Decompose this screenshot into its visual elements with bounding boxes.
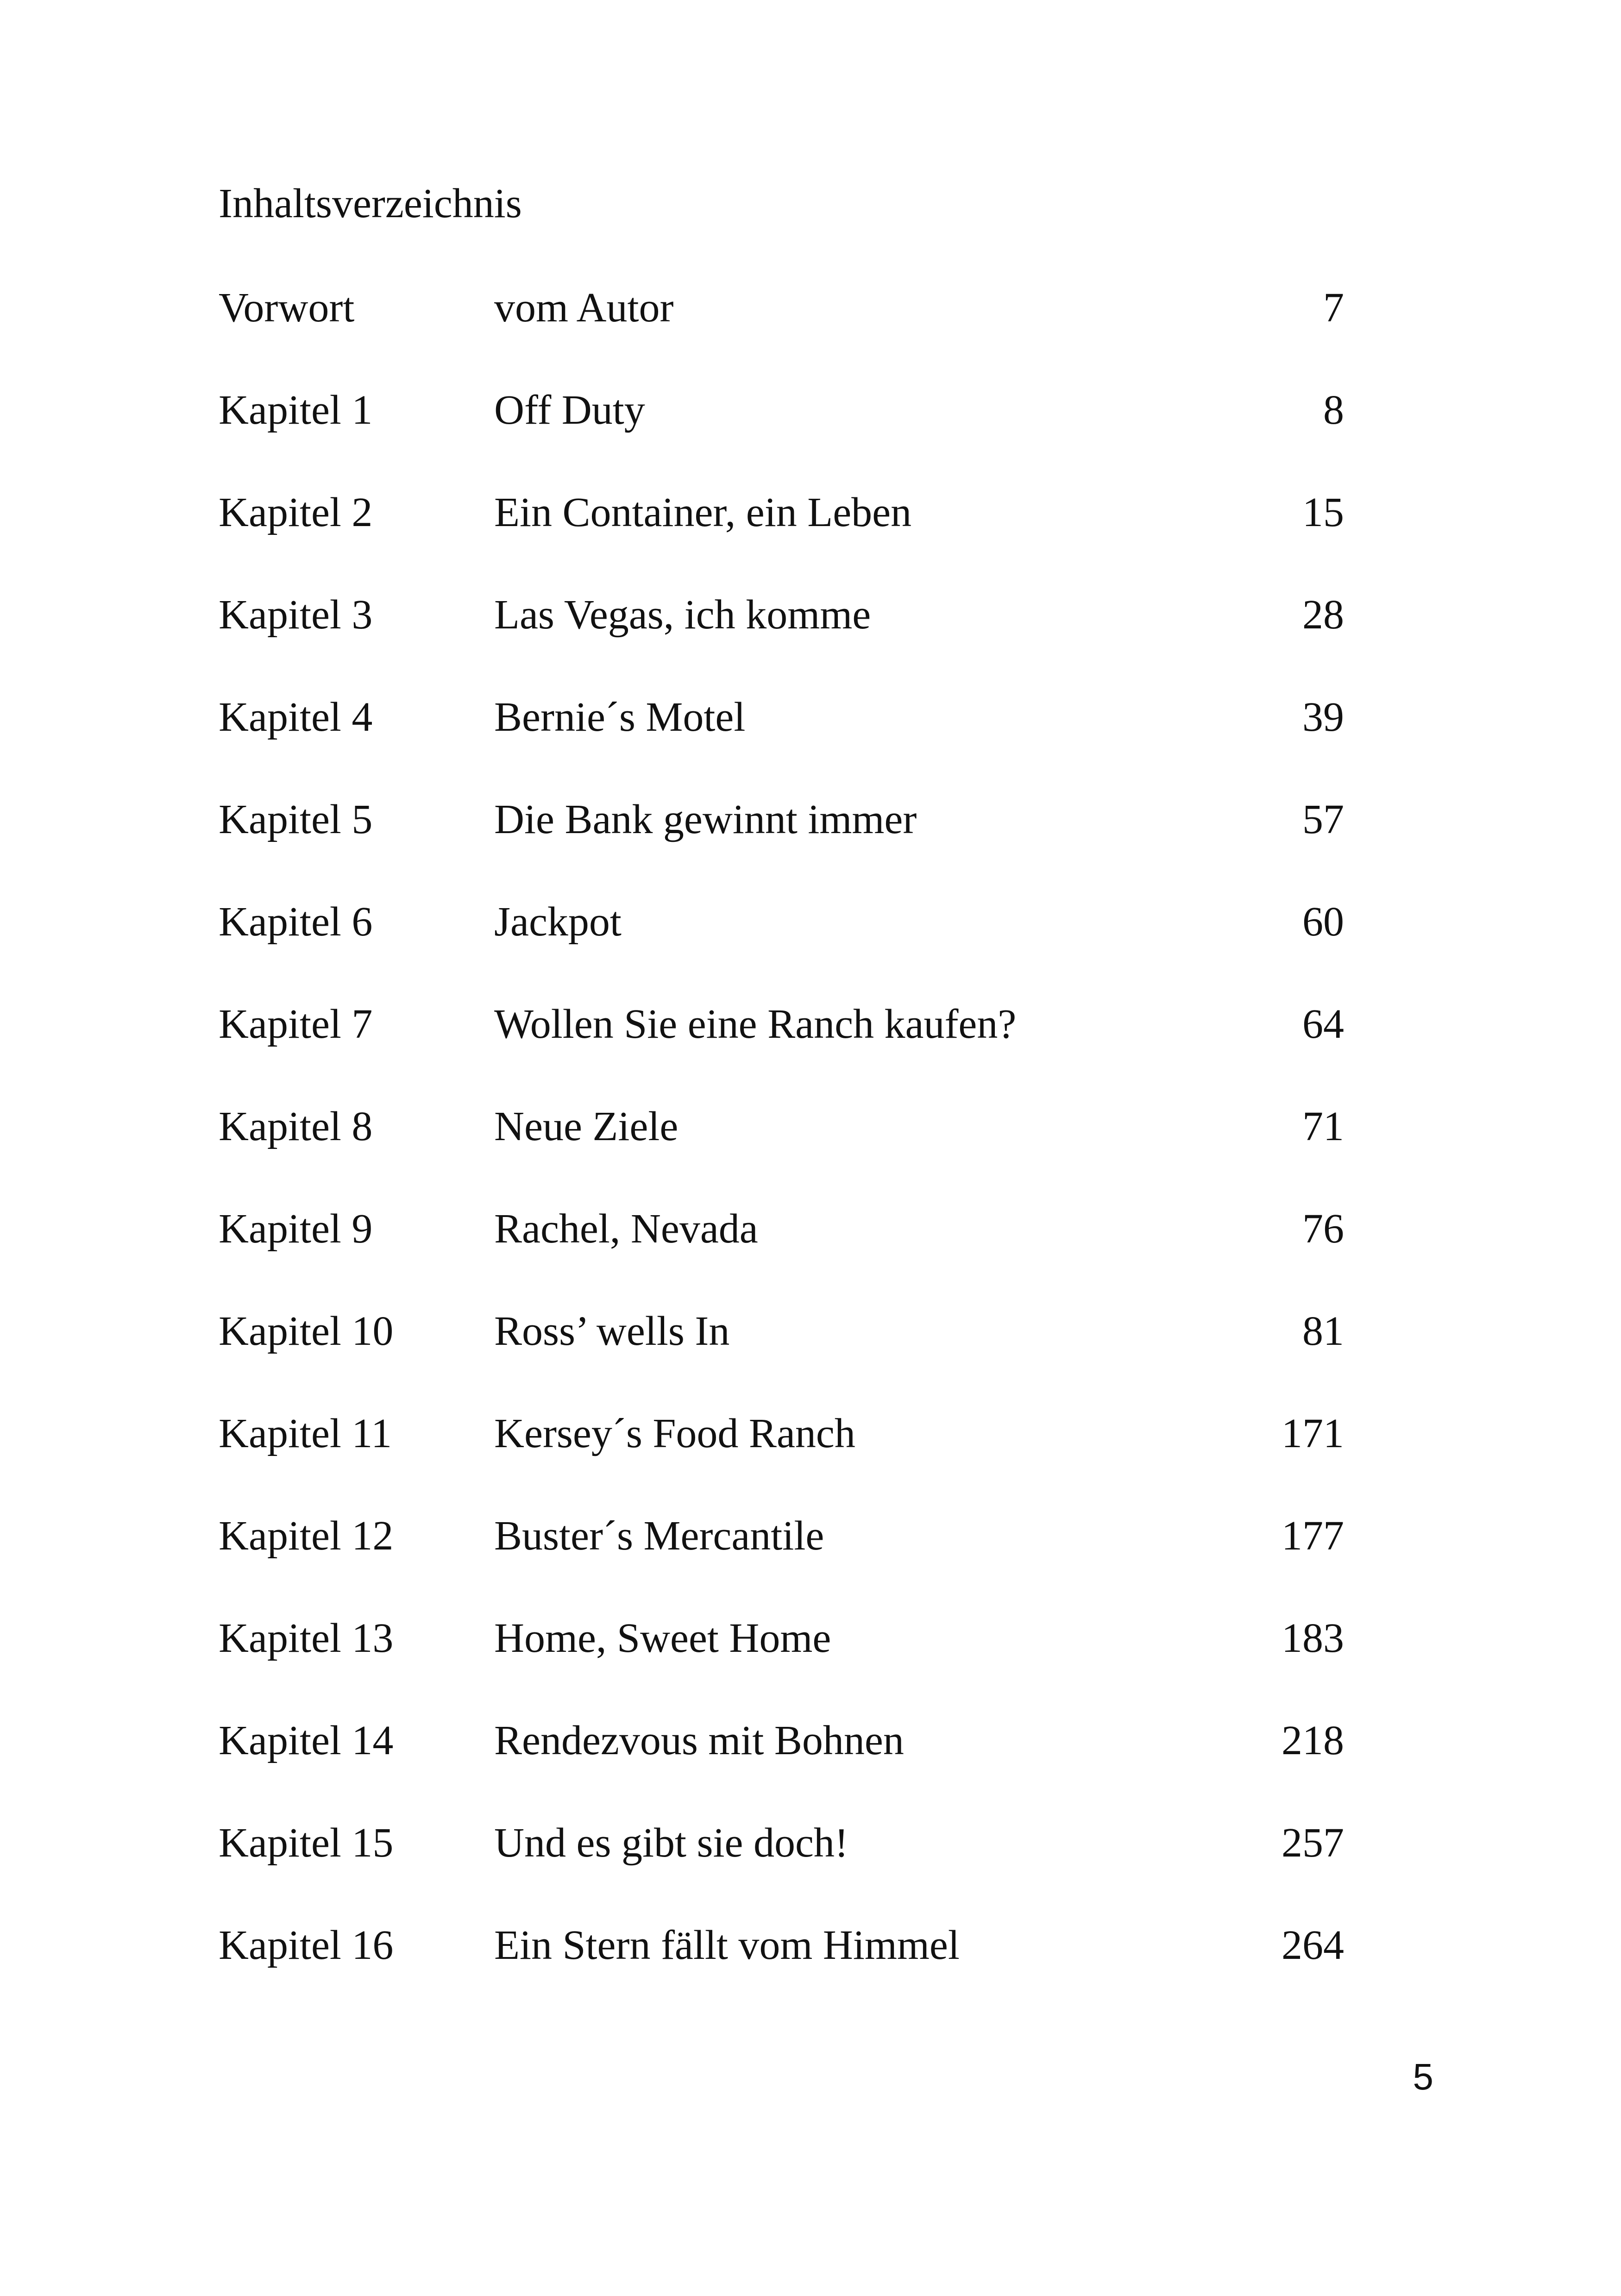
toc-page-number: 76 <box>1302 1206 1344 1252</box>
toc-page-number: 7 <box>1323 285 1344 331</box>
toc-entry <box>219 1001 1344 1106</box>
toc-chapter-label: Kapitel 2 <box>219 489 373 535</box>
toc-chapter-title: Ein Container, ein Leben <box>494 489 912 535</box>
toc-page-number: 81 <box>1302 1308 1344 1354</box>
toc-entry <box>219 389 1344 492</box>
toc-chapter-title: Kersey´s Food Ranch <box>494 1411 855 1456</box>
toc-chapter-title: Off Duty <box>494 387 645 433</box>
table-of-contents <box>219 287 1344 2027</box>
toc-chapter-title: Wollen Sie eine Ranch kaufen? <box>494 1001 1017 1047</box>
toc-page-number: 39 <box>1302 694 1344 740</box>
toc-page-number: 71 <box>1302 1104 1344 1149</box>
page-number: 5 <box>1413 2056 1433 2097</box>
toc-chapter-title: Die Bank gewinnt immer <box>494 797 917 842</box>
toc-chapter-label: Kapitel 3 <box>219 592 373 638</box>
toc-page-number: 57 <box>1302 797 1344 842</box>
toc-chapter-title: Las Vegas, ich komme <box>494 592 871 638</box>
toc-page-number: 60 <box>1302 899 1344 945</box>
toc-chapter-label: Kapitel 7 <box>219 1001 373 1047</box>
toc-chapter-label: Kapitel 10 <box>219 1308 394 1354</box>
page-title: Inhaltsverzeichnis <box>219 181 522 226</box>
toc-chapter-title: Rendezvous mit Bohnen <box>494 1718 904 1763</box>
toc-chapter-label: Kapitel 12 <box>219 1513 394 1559</box>
toc-entry <box>219 1106 1344 1208</box>
toc-chapter-title: Rachel, Nevada <box>494 1206 758 1252</box>
toc-chapter-label: Kapitel 11 <box>219 1411 392 1456</box>
toc-chapter-label: Kapitel 16 <box>219 1922 394 1968</box>
toc-chapter-title: Und es gibt sie doch! <box>494 1820 848 1866</box>
toc-page-number: 28 <box>1302 592 1344 638</box>
toc-entry <box>219 287 1344 389</box>
toc-chapter-title: Home, Sweet Home <box>494 1615 831 1661</box>
toc-entry <box>219 1413 1344 1515</box>
toc-chapter-title: Buster´s Mercantile <box>494 1513 824 1559</box>
toc-page-number: 183 <box>1282 1615 1344 1661</box>
toc-page-number: 64 <box>1302 1001 1344 1047</box>
toc-chapter-label: Kapitel 5 <box>219 797 373 842</box>
toc-page-number: 171 <box>1282 1411 1344 1456</box>
toc-page-number: 8 <box>1323 387 1344 433</box>
toc-entry <box>219 594 1344 696</box>
toc-chapter-title: vom Autor <box>494 285 674 331</box>
toc-entry <box>219 1308 1344 1413</box>
toc-entry <box>219 696 1344 799</box>
toc-chapter-title: Ross’ wells In <box>494 1308 730 1354</box>
toc-entry <box>219 799 1344 901</box>
toc-chapter-label: Kapitel 8 <box>219 1104 373 1149</box>
toc-page-number: 177 <box>1282 1513 1344 1559</box>
toc-chapter-title: Bernie´s Motel <box>494 694 746 740</box>
toc-page-number: 218 <box>1282 1718 1344 1763</box>
toc-entry <box>219 901 1344 1004</box>
toc-entry <box>219 1515 1344 1618</box>
toc-page-number: 257 <box>1282 1820 1344 1866</box>
toc-chapter-label: Kapitel 14 <box>219 1718 394 1763</box>
toc-chapter-label: Kapitel 13 <box>219 1615 394 1661</box>
toc-chapter-label: Kapitel 1 <box>219 387 373 433</box>
toc-entry <box>219 1208 1344 1311</box>
toc-chapter-title: Ein Stern fällt vom Himmel <box>494 1922 960 1968</box>
toc-entry <box>219 1615 1344 1720</box>
toc-entry <box>219 1822 1344 1925</box>
toc-page-number: 15 <box>1302 489 1344 535</box>
toc-chapter-label: Kapitel 15 <box>219 1820 394 1866</box>
toc-chapter-label: Kapitel 9 <box>219 1206 373 1252</box>
toc-entry <box>219 1922 1344 2027</box>
toc-chapter-label: Kapitel 6 <box>219 899 373 945</box>
toc-chapter-label: Kapitel 4 <box>219 694 373 740</box>
toc-chapter-title: Jackpot <box>494 899 622 945</box>
toc-entry <box>219 489 1344 594</box>
toc-page-number: 264 <box>1282 1922 1344 1968</box>
toc-chapter-label: Vorwort <box>219 285 355 331</box>
toc-entry <box>219 1720 1344 1822</box>
toc-chapter-title: Neue Ziele <box>494 1104 679 1149</box>
